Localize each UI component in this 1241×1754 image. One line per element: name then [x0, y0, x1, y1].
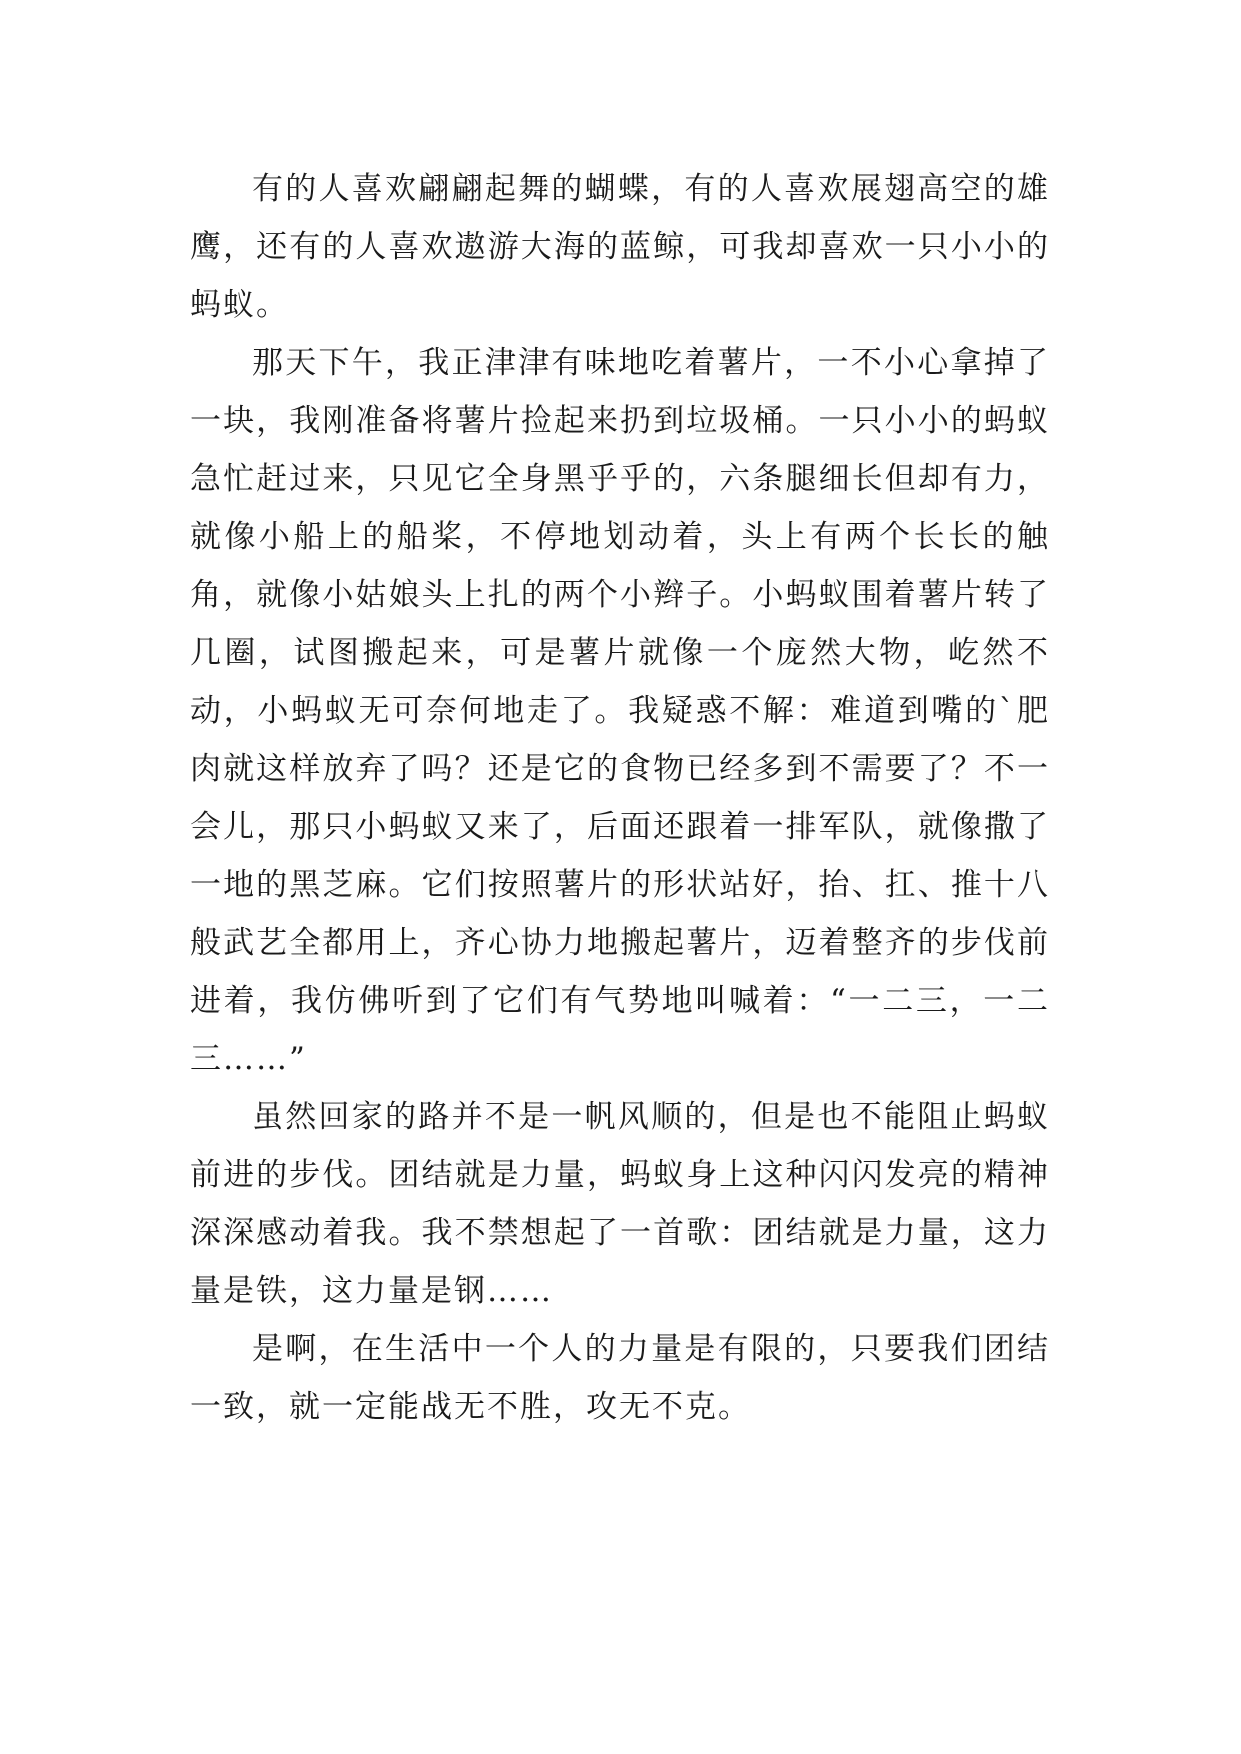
paragraph-1: 有的人喜欢翩翩起舞的蝴蝶，有的人喜欢展翅高空的雄鹰，还有的人喜欢遨游大海的蓝鲸，可我却喜欢一只小小的蚂蚁。: [190, 171, 1050, 323]
document-body: [190, 160, 1050, 1436]
paragraph-4: 是啊，在生活中一个人的力量是有限的，只要我们团结一致，就一定能战无不胜，攻无不克。: [190, 1331, 1050, 1425]
paragraph-3: 虽然回家的路并不是一帆风顺的，但是也不能阻止蚂蚁前进的步伐。团结就是力量，蚂蚁身上这种闪闪发亮的精神深深感动着我。我不禁想起了一首歌：团结就是力量，这力量是铁，这力量是钢……: [190, 1099, 1050, 1309]
paragraph-2: 那天下午，我正津津有味地吃着薯片，一不小心拿掉了一块，我刚准备将薯片捡起来扔到垃圾桶。一只小小的蚂蚁急忙赶过来，只见它全身黑乎乎的，六条腿细长但却有力，就像小船上的船桨，不停地划动着，头上有两个长长的触角，就像小姑娘头上扎的两个小辫子。小蚂蚁围着薯片转了几圈，试图搬起来，可是薯片就像一个庞然大物，屹然不动，小蚂蚁无可奈何地走了。我疑惑不解：难道到嘴的`肥肉就这样放弃了吗？还是它的食物已经多到不需要了？不一会儿，那只小蚂蚁又来了，后面还跟着一排军队，就像撒了一地的黑芝麻。它们按照薯片的形状站好，抬、扛、推十八般武艺全都用上，齐心协力地搬起薯片，迈着整齐的步伐前进着，我仿佛听到了它们有气势地叫喊着：“一二三，一二三……”: [190, 345, 1050, 1077]
